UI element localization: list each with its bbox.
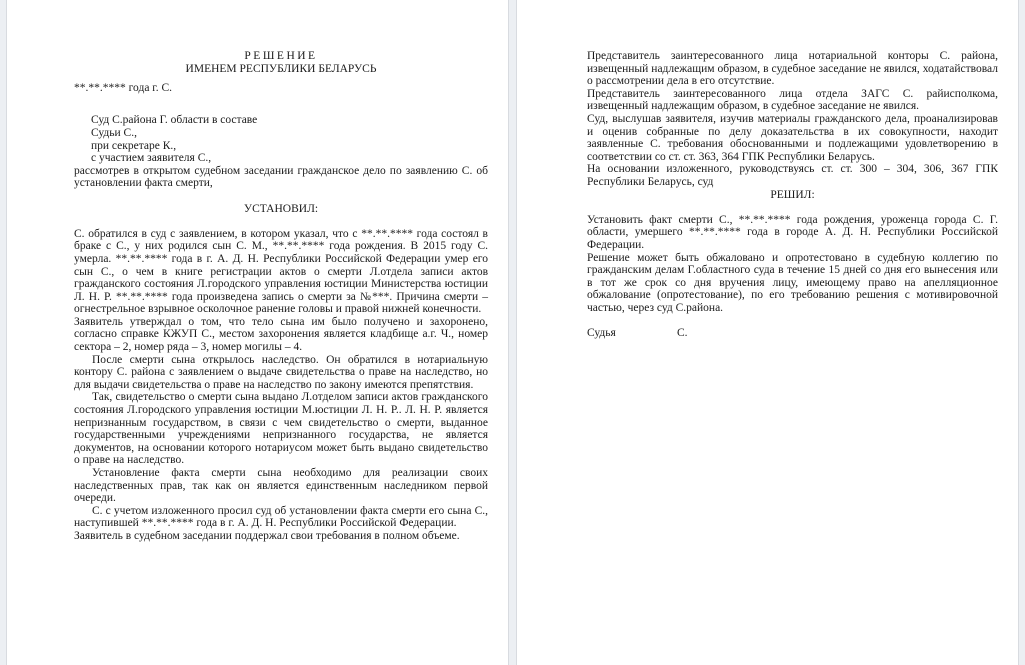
decision-subtitle: ИМЕНЕМ РЕСПУБЛИКИ БЕЛАРУСЬ [185,62,377,75]
paragraph: Представитель заинтересованного лица отдела ЗАГС С. райисполкома, извещенный надлежащим образом, в судебное заседание не явился. [587,87,998,113]
paragraph: С. обратился в суд с заявлением, в котором указал, что с **.**.**** года состоял в браке с С., у них родился сын С. М., **.**.**** года рождения. В 2015 году С. умерла. **.**.**** года в г. А. Д. Н. Республики Российской Федерации умер его сын С., о чем в книге регистрации актов о смерти Л.отдела записи актов гражданского состояния Л.городского управления юстиции Министерства юстиции Л. Н. Р. **.**.**** года произведена запись о смерти за №***. Причина смерти – огнестрельное взрывное осколочное ранение головы и правой нижней конечности. [74,227,488,316]
document-page-right [516,0,1019,665]
paragraph: На основании изложенного, руководствуясь ст. ст. 300 – 304, 306, 367 ГПК Республики Беларусь, суд [587,163,998,188]
judge-line: Судьи С., [91,126,137,139]
paragraph: Так, свидетельство о смерти сына выдано Л.отделом записи актов гражданского состояния Л.городского управления юстиции М.юстиции Л. Н. Р.. Л. Н. Р. является непризнанным государством, в связи с чем свидетельство о смерти, выданное государственными учреждениями непризнанного государства, не является документов, на основании которого нотариусом может быть выдано свидетельство о праве на наследство. [74,391,488,467]
paragraph: После смерти сына открылось наследство. Он обратился в нотариальную контору С. района с заявлением о выдаче свидетельства о праве на наследство, но для выдачи свидетельства о праве на наследство по закону имеются препятствия. [74,353,488,391]
decision-title: РЕШЕНИЕ [244,50,318,62]
secretary-line: при секретаре К., [91,139,177,152]
page-left-text [74,50,488,543]
paragraph: С. с учетом изложенного просил суд об установлении факта смерти его сына С., наступившей **.**.**** года в г. А. Д. Н. Республики Российской Федерации. [74,504,488,530]
date-place: **.**.**** года г. С. [74,82,173,95]
document-page-left [6,0,509,665]
paragraph: Суд, выслушав заявителя, изучив материалы гражданского дела, проанализировав и оценив собранные по делу доказательства в их совокупности, находит заявленные С. требования обоснованными и подлежащими удовлетворению в соответствии со ст. ст. 363, 364 ГПК Республики Беларусь. [587,112,998,163]
signature-name: С. [677,327,688,340]
page-right-text [587,50,998,340]
court-composition: Суд С.района Г. области в составе [91,114,258,127]
paragraph: Заявитель в судебном заседании поддержал свои требования в полном объеме. [74,529,460,542]
paragraph: Решение может быть обжаловано и опротестовано в судебную коллегию по гражданским делам Г.областного суда в течение 15 дней со дня его вынесения или в тот же срок со дня вручения лицу, имеющему право на апелляционное обжалование (опротестование), по его требованию решения с мотивировочной частью, через суд С.района. [587,251,998,314]
signature-block [587,327,998,340]
signature-label: Судья [587,327,616,340]
paragraph: Установление факта смерти сына необходимо для реализации своих наследственных прав, так как он является единственным наследником первой очереди. [74,467,488,505]
paragraph: Установить факт смерти С., **.**.**** года рождения, уроженца города С. Г. области, умершего **.**.**** года в городе А. Д. Н. Республики Российской Федерации. [587,213,998,251]
paragraph: Представитель заинтересованного лица нотариальной конторы С. района, извещенный надлежащим образом, в судебное заседание не явился, ходатайствовал о рассмотрении дела в его отсутствие. [587,50,998,88]
paragraph: Заявитель утверждал о том, что тело сына им было получено и захоронено, согласно справке КЖУП С., местом захоронения является кладбище а.г. Ч., номер сектора – 2, номер ряда – 3, номер могилы – 4. [74,315,488,354]
participation-line: с участием заявителя С., [91,152,212,165]
considered-paragraph: рассмотрев в открытом судебном заседании гражданское дело по заявлению С. об установлении факта смерти, [74,164,488,190]
heading-decided: РЕШИЛ: [770,188,815,201]
heading-established: УСТАНОВИЛ: [243,202,319,215]
